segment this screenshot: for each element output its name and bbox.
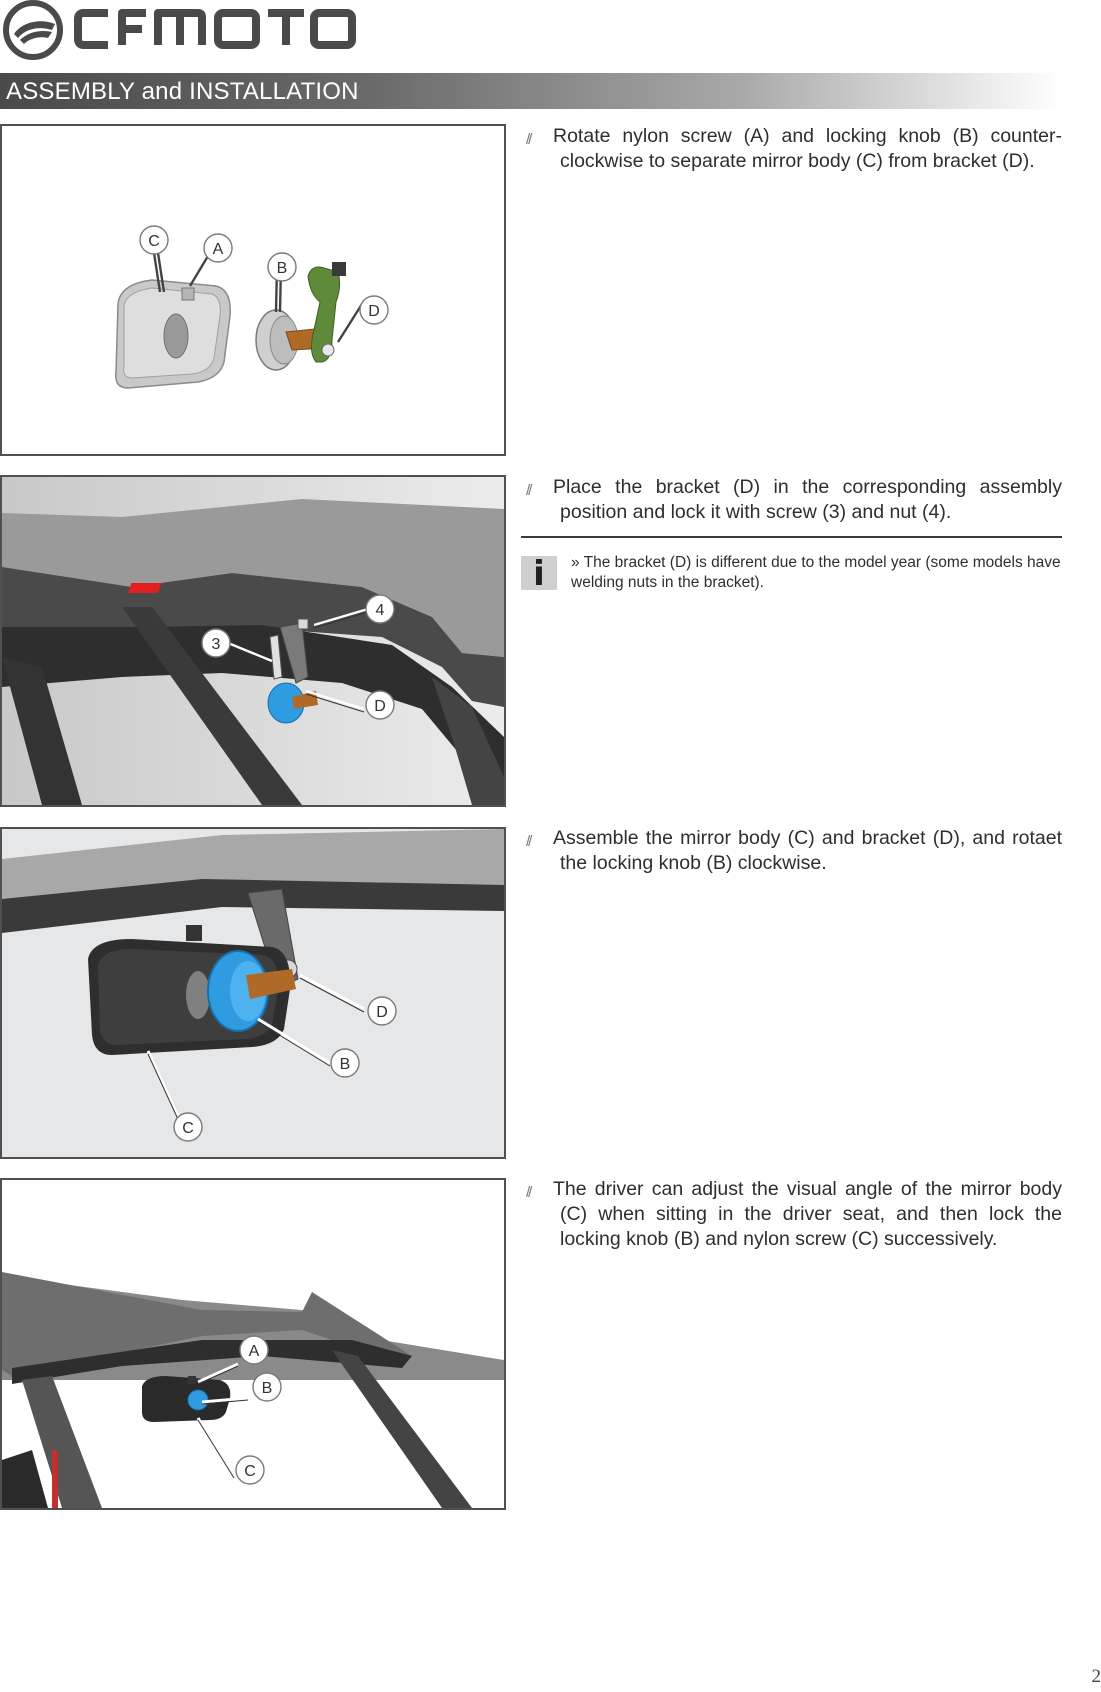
step-2-text: Place the bracket (D) in the corresponding assembly position and lock it with screw (3) and nut (4). xyxy=(553,476,1062,523)
svg-text:C: C xyxy=(182,1120,194,1137)
svg-text:C: C xyxy=(244,1463,256,1480)
step-4-instruction xyxy=(524,1177,1062,1252)
callout-a xyxy=(240,1336,268,1364)
info-icon: i xyxy=(521,556,557,590)
callout-b xyxy=(268,253,296,281)
callout-d xyxy=(368,997,396,1025)
step-marker: // xyxy=(526,833,531,850)
svg-text:B: B xyxy=(261,1380,273,1397)
step-3-text: Assemble the mirror body (C) and bracket (D), and rotaet the locking knob (B) clockwise. xyxy=(553,827,1062,874)
figure-1-disassembly xyxy=(0,124,506,456)
svg-text:3: 3 xyxy=(211,636,221,653)
callout-d xyxy=(360,296,388,324)
callout-c xyxy=(174,1113,202,1141)
svg-text:4: 4 xyxy=(375,602,385,619)
svg-text:D: D xyxy=(374,698,386,715)
svg-text:A: A xyxy=(248,1343,260,1360)
callout-4 xyxy=(366,595,394,623)
figure-4-mirror-adjust xyxy=(0,1178,506,1510)
figure-3-mirror-assembly xyxy=(0,827,506,1159)
step-marker: // xyxy=(526,482,531,499)
callout-3 xyxy=(202,629,230,657)
note-divider xyxy=(521,536,1062,538)
figure-2-bracket-install xyxy=(0,475,506,807)
section-header-band xyxy=(0,73,1060,109)
section-title: ASSEMBLY and INSTALLATION xyxy=(6,78,359,105)
step-3-instruction xyxy=(524,826,1062,876)
svg-text:D: D xyxy=(368,303,380,320)
callout-c xyxy=(140,226,168,254)
info-note: » The bracket (D) is different due to the model year (some models have welding nuts in the bracket). xyxy=(571,554,1061,591)
svg-text:A: A xyxy=(212,241,224,258)
svg-text:B: B xyxy=(276,260,288,277)
step-2-instruction xyxy=(524,475,1062,525)
step-marker: // xyxy=(526,131,531,148)
svg-text:D: D xyxy=(376,1004,388,1021)
svg-text:C: C xyxy=(148,233,160,250)
callout-c xyxy=(236,1456,264,1484)
callout-d xyxy=(366,691,394,719)
callout-a xyxy=(204,234,232,262)
page-number: 2 xyxy=(1091,1666,1101,1687)
step-1-instruction xyxy=(524,124,1062,174)
step-1-text: Rotate nylon screw (A) and locking knob (B) counter-clockwise to separate mirror body (C) from bracket (D). xyxy=(553,125,1062,172)
step-marker: // xyxy=(526,1184,531,1201)
step-4-text: The driver can adjust the visual angle of the mirror body (C) when sitting in the driver seat, and then lock the locking knob (B) and nylon screw (C) successively. xyxy=(553,1178,1062,1250)
callout-b xyxy=(253,1373,281,1401)
cfmoto-logo xyxy=(0,0,360,64)
callout-b xyxy=(331,1049,359,1077)
svg-text:B: B xyxy=(339,1056,351,1073)
